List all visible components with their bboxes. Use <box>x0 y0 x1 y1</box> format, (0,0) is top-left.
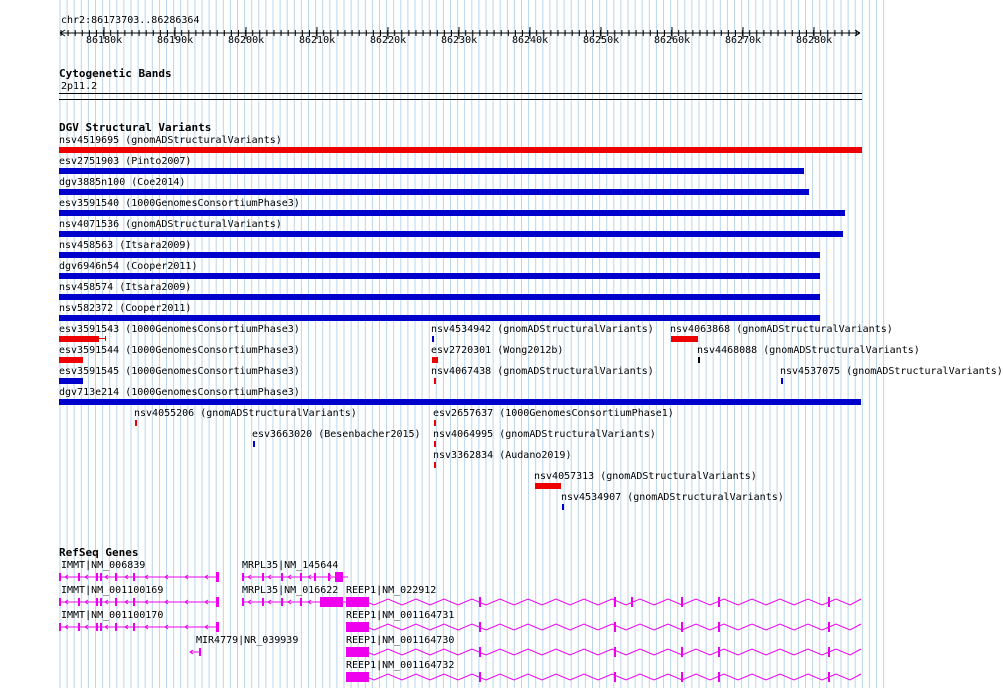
gene-exon[interactable] <box>281 598 283 606</box>
variant-label[interactable]: nsv4057313 (gnomADStructuralVariants) <box>534 471 757 482</box>
gene-exon[interactable] <box>681 647 683 657</box>
gene-label[interactable]: IMMT|NM_001100170 <box>61 610 164 621</box>
gene-exon[interactable] <box>614 597 616 607</box>
gene-label[interactable]: MRPL35|NM_145644 <box>242 560 339 571</box>
gene-exon[interactable] <box>828 597 830 607</box>
gene-exon[interactable] <box>300 598 302 606</box>
ruler-tick-label: 86190k <box>157 35 194 46</box>
ruler-tick-label: 86180k <box>86 35 123 46</box>
variant-label[interactable]: nsv4067438 (gnomADStructuralVariants) <box>431 366 654 377</box>
gene-exon[interactable] <box>59 598 61 606</box>
variant-label[interactable]: esv3591544 (1000GenomesConsortiumPhase3) <box>59 345 300 356</box>
gene-intron-line <box>346 599 861 605</box>
variant-label[interactable]: nsv4537075 (gnomADStructuralVariants) <box>780 366 1003 377</box>
gene-exon[interactable] <box>216 572 219 582</box>
variant-label[interactable]: nsv4534907 (gnomADStructuralVariants) <box>561 492 784 503</box>
gene-exon[interactable] <box>281 573 283 581</box>
variant-label[interactable]: nsv582372 (Cooper2011) <box>59 303 192 314</box>
gene-exon[interactable] <box>631 597 633 607</box>
gene-exon[interactable] <box>828 647 830 657</box>
variant-label[interactable]: esv3663020 (Besenbacher2015) <box>252 429 421 440</box>
variant-label[interactable]: nsv4519695 (gnomADStructuralVariants) <box>59 135 282 146</box>
gene-label[interactable]: MRPL35|NM_016622 <box>242 585 339 596</box>
gene-exon[interactable] <box>828 672 830 682</box>
gene-label[interactable]: IMMT|NM_001100169 <box>61 585 164 596</box>
gene-exon[interactable] <box>199 648 201 656</box>
gene-exon[interactable] <box>718 647 720 657</box>
gene-exon[interactable] <box>100 573 102 581</box>
gene-label[interactable]: MIR4779|NR_039939 <box>196 635 299 646</box>
cytoband-label: 2p11.2 <box>61 81 98 92</box>
gene-exon[interactable] <box>346 622 369 632</box>
gene-intron-line <box>346 649 861 655</box>
gene-exon[interactable] <box>718 672 720 682</box>
ruler-tick-label: 86210k <box>299 35 336 46</box>
gene-exon[interactable] <box>133 623 135 631</box>
gene-exon[interactable] <box>59 573 61 581</box>
gene-label[interactable]: REEP1|NM_001164731 <box>346 610 455 621</box>
gene-exon[interactable] <box>115 623 117 631</box>
gene-exon[interactable] <box>242 598 244 606</box>
gene-label[interactable]: REEP1|NM_001164730 <box>346 635 455 646</box>
variant-label[interactable]: nsv4468088 (gnomADStructuralVariants) <box>697 345 920 356</box>
ruler-tick-label: 86240k <box>512 35 549 46</box>
variant-label[interactable]: nsv4071536 (gnomADStructuralVariants) <box>59 219 282 230</box>
gene-exon[interactable] <box>614 622 616 632</box>
variant-label[interactable]: dgv713e214 (1000GenomesConsortiumPhase3) <box>59 387 300 398</box>
gene-exon[interactable] <box>262 573 264 581</box>
gene-intron-line <box>346 674 861 680</box>
gene-label[interactable]: IMMT|NM_006839 <box>61 560 146 571</box>
variant-label[interactable]: esv3591545 (1000GenomesConsortiumPhase3) <box>59 366 300 377</box>
variant-label[interactable]: dgv3885n100 (Coe2014) <box>59 177 186 188</box>
gene-exon[interactable] <box>100 598 102 606</box>
variant-label[interactable]: nsv4534942 (gnomADStructuralVariants) <box>431 324 654 335</box>
gene-exon[interactable] <box>242 573 244 581</box>
variant-label[interactable]: esv3591543 (1000GenomesConsortiumPhase3) <box>59 324 300 335</box>
gene-exon[interactable] <box>96 623 98 631</box>
gene-exon[interactable] <box>479 647 481 657</box>
ruler-tick-label: 86270k <box>725 35 762 46</box>
variant-label[interactable]: esv2657637 (1000GenomesConsortiumPhase1) <box>433 408 674 419</box>
variant-label[interactable]: nsv458563 (Itsara2009) <box>59 240 192 251</box>
gene-exon[interactable] <box>133 573 135 581</box>
ruler-tick-label: 86200k <box>228 35 265 46</box>
gene-exon[interactable] <box>314 573 316 581</box>
variant-label[interactable]: esv2720301 (Wong2012b) <box>431 345 564 356</box>
ruler-tick-label: 86230k <box>441 35 478 46</box>
variant-label[interactable]: nsv4055206 (gnomADStructuralVariants) <box>134 408 357 419</box>
gene-exon[interactable] <box>320 597 343 607</box>
variant-label[interactable]: nsv4064995 (gnomADStructuralVariants) <box>433 429 656 440</box>
gene-exon[interactable] <box>300 573 302 581</box>
ruler-tick-label: 86280k <box>796 35 833 46</box>
gene-exon[interactable] <box>681 597 683 607</box>
variant-label[interactable]: dgv6946n54 (Cooper2011) <box>59 261 198 272</box>
gene-exon[interactable] <box>614 672 616 682</box>
gene-exon[interactable] <box>96 598 98 606</box>
gene-exon[interactable] <box>262 598 264 606</box>
gene-exon[interactable] <box>681 672 683 682</box>
gene-exon[interactable] <box>828 622 830 632</box>
variant-label[interactable]: nsv458574 (Itsara2009) <box>59 282 192 293</box>
gene-exon[interactable] <box>78 623 80 631</box>
variant-label[interactable]: nsv4063868 (gnomADStructuralVariants) <box>670 324 893 335</box>
gene-exon[interactable] <box>216 597 219 607</box>
gene-intron-line <box>346 624 861 630</box>
gene-exon[interactable] <box>614 647 616 657</box>
gene-exon[interactable] <box>59 623 61 631</box>
ruler-tick-label: 86220k <box>370 35 407 46</box>
refseq-track-title[interactable]: RefSeq Genes <box>59 546 139 559</box>
gene-exon[interactable] <box>100 623 102 631</box>
cytoband-track-title[interactable]: Cytogenetic Bands <box>59 67 172 80</box>
ruler-position: chr2:86173703..86286364 <box>61 15 200 26</box>
gene-exon[interactable] <box>115 573 117 581</box>
gene-exon[interactable] <box>115 598 117 606</box>
gene-label[interactable]: REEP1|NM_022912 <box>346 585 437 596</box>
gene-exon[interactable] <box>133 598 135 606</box>
gene-exon[interactable] <box>479 672 481 682</box>
gene-exon[interactable] <box>328 573 330 581</box>
variant-label[interactable]: esv3591540 (1000GenomesConsortiumPhase3) <box>59 198 300 209</box>
gene-exon[interactable] <box>718 597 720 607</box>
gene-exon[interactable] <box>681 622 683 632</box>
gene-exon[interactable] <box>78 573 80 581</box>
gene-exon[interactable] <box>346 647 369 657</box>
ruler-tick-label: 86250k <box>583 35 620 46</box>
gene-exon[interactable] <box>346 672 369 682</box>
gene-exon[interactable] <box>78 598 80 606</box>
gene-exon[interactable] <box>479 597 481 607</box>
variant-label[interactable]: nsv3362834 (Audano2019) <box>433 450 572 461</box>
gene-exon[interactable] <box>335 572 343 582</box>
ruler-tick-label: 86260k <box>654 35 691 46</box>
dgv-track-title[interactable]: DGV Structural Variants <box>59 121 212 134</box>
gene-exon[interactable] <box>718 622 720 632</box>
gene-exon[interactable] <box>96 573 98 581</box>
gene-exon[interactable] <box>479 622 481 632</box>
gene-label[interactable]: REEP1|NM_001164732 <box>346 660 455 671</box>
gene-exon[interactable] <box>216 622 219 632</box>
variant-label[interactable]: esv2751903 (Pinto2007) <box>59 156 192 167</box>
gene-exon[interactable] <box>346 597 369 607</box>
